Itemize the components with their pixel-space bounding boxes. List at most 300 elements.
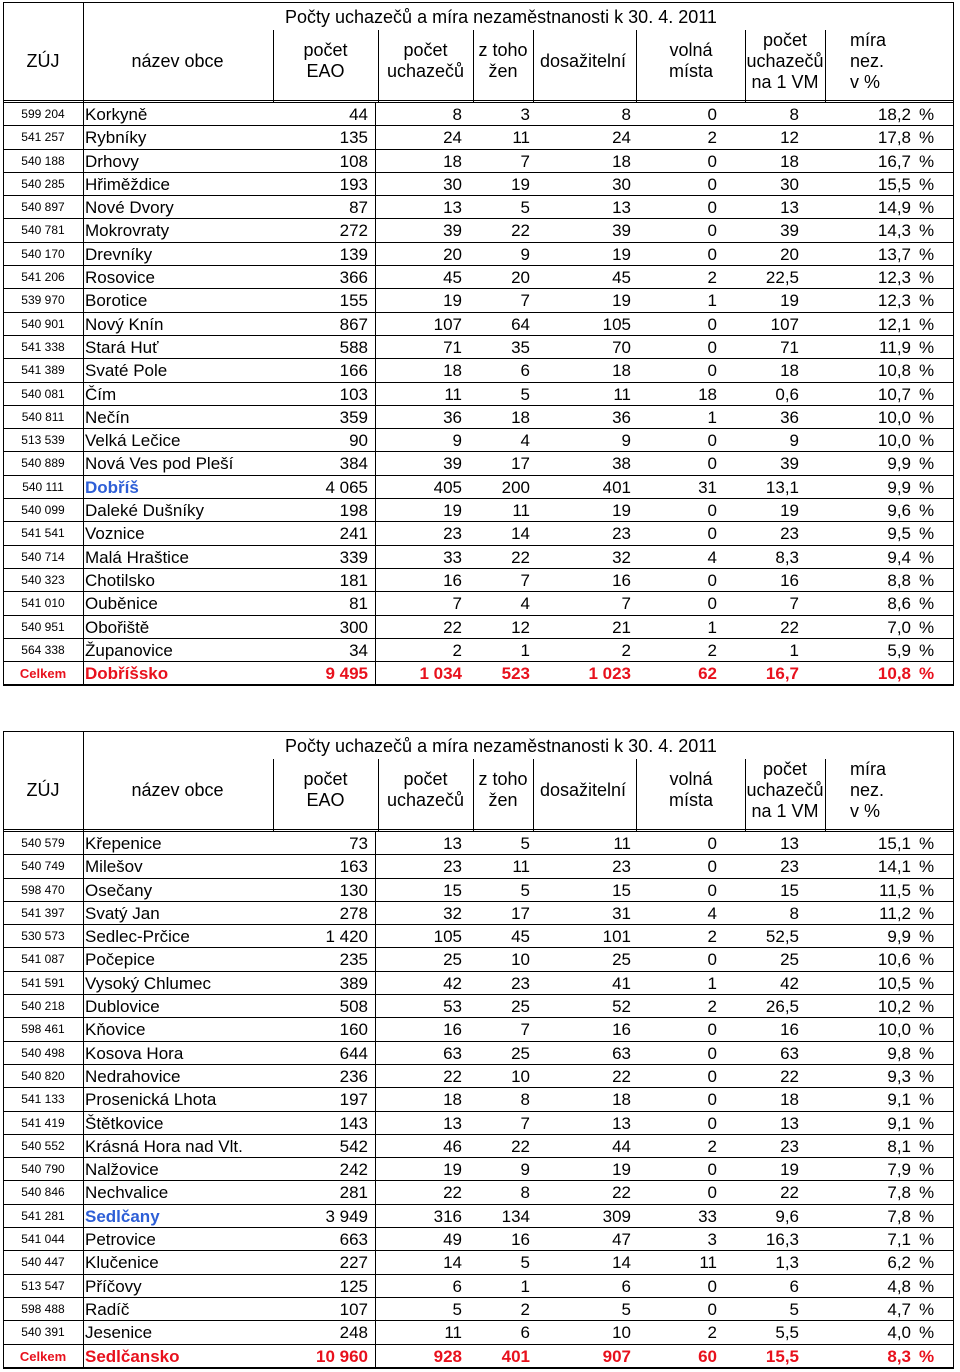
na-1-vm-cell: 18 (780, 361, 799, 381)
obec-cell: Jesenice (85, 1323, 153, 1343)
dosazitelni-cell: 9 (621, 431, 631, 451)
mira-cell: 8,1 (887, 1136, 911, 1156)
uchazecu-cell: 49 (443, 1230, 462, 1250)
uchazecu-cell: 5 (452, 1299, 462, 1319)
percent-sign: % (919, 1113, 935, 1133)
volna-mista-cell: 0 (707, 361, 717, 381)
mira-cell: 16,7 (877, 151, 911, 171)
eao-cell: 166 (339, 361, 368, 381)
na-1-vm-cell: 22 (780, 617, 799, 637)
header-divider (745, 30, 746, 103)
header-divider (473, 30, 474, 103)
zuj-cell: 564 338 (3, 639, 84, 661)
zen-cell: 8 (520, 1183, 530, 1203)
uchazecu-cell: 13 (443, 1113, 462, 1133)
uchazecu-cell: 19 (443, 291, 462, 311)
zuj-cell: 540 447 (3, 1251, 84, 1273)
zuj-cell: 540 323 (3, 569, 84, 591)
obec-cell: Nový Knín (85, 314, 164, 334)
volna-mista-cell: 0 (707, 1160, 717, 1180)
eao-cell: 44 (349, 105, 368, 124)
eao-cell: 90 (349, 431, 368, 451)
percent-sign: % (919, 268, 935, 288)
eao-cell: 300 (339, 617, 368, 637)
eao-cell: 81 (349, 594, 368, 614)
uchazecu-cell: 19 (443, 1160, 462, 1180)
percent-sign: % (919, 198, 935, 218)
zuj-cell: 541 591 (3, 972, 84, 994)
mira-cell: 12,3 (877, 291, 911, 311)
mira-cell: 8,8 (887, 570, 911, 590)
percent-sign: % (919, 594, 935, 614)
eao-cell: 4 065 (325, 477, 368, 497)
zuj-cell: 540 188 (3, 150, 84, 172)
dosazitelni-cell: 45 (612, 268, 631, 288)
volna-mista-cell: 0 (707, 105, 717, 124)
na-1-vm-cell: 16,3 (765, 1230, 799, 1250)
volna-mista-cell: 2 (707, 640, 717, 660)
zuj-cell: 598 488 (3, 1298, 84, 1320)
mira-cell: 9,9 (887, 477, 911, 497)
volna-mista-cell: 2 (707, 268, 717, 288)
zuj-cell: 599 204 (3, 103, 84, 125)
volna-mista-cell: 0 (707, 244, 717, 264)
zen-cell: 35 (511, 337, 530, 357)
zen-cell: 6 (520, 361, 530, 381)
header-mira: míra nez. v % (850, 30, 886, 92)
eao-cell: 160 (339, 1020, 368, 1040)
zuj-cell: 540 714 (3, 546, 84, 568)
obec-cell: Daleké Dušníky (85, 501, 205, 521)
zen-cell: 14 (511, 524, 530, 544)
zuj-cell: 541 541 (3, 522, 84, 544)
mira-cell: 5,9 (887, 640, 911, 660)
zen-cell: 523 (501, 664, 530, 684)
mira-cell: 7,1 (887, 1230, 911, 1250)
na-1-vm-cell: 19 (780, 501, 799, 521)
percent-sign: % (919, 1346, 935, 1366)
header-border-left (3, 731, 4, 832)
zuj-cell: 513 539 (3, 429, 84, 451)
zuj-cell: 530 573 (3, 925, 84, 947)
header-mira: míra nez. v % (850, 759, 886, 821)
header-border-top (3, 2, 954, 3)
eao-cell: 107 (339, 1299, 368, 1319)
volna-mista-cell: 2 (707, 1136, 717, 1156)
obec-cell: Štětkovice (85, 1113, 164, 1133)
obec-cell: Milešov (85, 857, 143, 877)
dosazitelni-cell: 47 (612, 1230, 631, 1250)
percent-sign: % (919, 128, 935, 148)
obec-cell: Sedlčansko (85, 1346, 180, 1366)
uchazecu-cell: 33 (443, 547, 462, 567)
zen-cell: 5 (520, 834, 530, 853)
mira-cell: 4,8 (887, 1276, 911, 1296)
eao-cell: 542 (339, 1136, 368, 1156)
obec-cell: Borotice (85, 291, 148, 311)
percent-sign: % (919, 1136, 935, 1156)
dosazitelni-cell: 22 (612, 1066, 631, 1086)
obec-cell: Malá Hraštice (85, 547, 189, 567)
volna-mista-cell: 0 (707, 221, 717, 241)
zen-cell: 6 (520, 1323, 530, 1343)
obec-cell: Velká Lečice (85, 431, 181, 451)
header-uchazecu: počet uchazečů (386, 40, 465, 81)
percent-sign: % (919, 640, 935, 660)
zen-cell: 22 (511, 547, 530, 567)
percent-sign: % (919, 927, 935, 947)
na-1-vm-cell: 107 (770, 314, 799, 334)
eao-cell: 663 (339, 1230, 368, 1250)
zuj-cell: 541 389 (3, 359, 84, 381)
zen-cell: 7 (520, 1020, 530, 1040)
uchazecu-cell: 15 (443, 880, 462, 900)
eao-cell: 181 (339, 570, 368, 590)
zen-cell: 3 (520, 105, 530, 124)
eao-cell: 135 (339, 128, 368, 148)
uchazecu-cell: 36 (443, 407, 462, 427)
header-dosazitelni: dosažitelní (539, 51, 627, 71)
obec-cell: Nečín (85, 407, 130, 427)
uchazecu-cell: 71 (443, 337, 462, 357)
dosazitelni-cell: 1 023 (588, 664, 631, 684)
dosazitelni-cell: 23 (612, 524, 631, 544)
percent-sign: % (919, 1323, 935, 1343)
percent-sign: % (919, 291, 935, 311)
mira-cell: 9,3 (887, 1066, 911, 1086)
zuj-cell: 540 901 (3, 313, 84, 335)
dosazitelni-cell: 39 (612, 221, 631, 241)
mira-cell: 12,3 (877, 268, 911, 288)
header-divider (473, 759, 474, 832)
mira-cell: 9,9 (887, 454, 911, 474)
zen-cell: 18 (511, 407, 530, 427)
obec-cell: Vysoký Chlumec (85, 973, 211, 993)
eao-cell: 155 (339, 291, 368, 311)
zuj-cell: Celkem (3, 1345, 84, 1367)
header-border-top (3, 731, 954, 732)
zuj-cell: 541 281 (3, 1205, 84, 1227)
dosazitelni-cell: 19 (612, 1160, 631, 1180)
uchazecu-cell: 107 (433, 314, 462, 334)
eao-cell: 197 (339, 1090, 368, 1110)
na-1-vm-cell: 13 (780, 834, 799, 853)
uchazecu-cell: 1 034 (419, 664, 462, 684)
obec-cell: Nová Ves pod Pleší (85, 454, 234, 474)
volna-mista-cell: 31 (698, 477, 717, 497)
zuj-cell: 541 257 (3, 126, 84, 148)
zuj-cell: 540 811 (3, 406, 84, 428)
zen-cell: 7 (520, 570, 530, 590)
zuj-cell: 540 170 (3, 243, 84, 265)
volna-mista-cell: 0 (707, 1066, 717, 1086)
mira-cell: 9,6 (887, 501, 911, 521)
obec-cell: Nedrahovice (85, 1066, 181, 1086)
header-divider (636, 759, 637, 832)
percent-sign: % (919, 524, 935, 544)
header-border-right (953, 2, 954, 103)
mira-cell: 17,8 (877, 128, 911, 148)
table-border (3, 832, 954, 1369)
zuj-cell: 540 951 (3, 616, 84, 638)
na-1-vm-cell: 1,3 (775, 1253, 799, 1273)
na-1-vm-cell: 42 (780, 973, 799, 993)
na-1-vm-cell: 0,6 (775, 384, 799, 404)
mira-cell: 4,7 (887, 1299, 911, 1319)
percent-sign: % (919, 570, 935, 590)
zuj-cell: 540 579 (3, 832, 84, 854)
zen-cell: 16 (511, 1230, 530, 1250)
percent-sign: % (919, 151, 935, 171)
mira-cell: 15,5 (877, 174, 911, 194)
dosazitelni-cell: 30 (612, 174, 631, 194)
uchazecu-cell: 928 (433, 1346, 462, 1366)
percent-sign: % (919, 857, 935, 877)
eao-cell: 143 (339, 1113, 368, 1133)
uchazecu-cell: 13 (443, 198, 462, 218)
dosazitelni-cell: 41 (612, 973, 631, 993)
uchazecu-cell: 2 (452, 640, 462, 660)
eao-cell: 103 (339, 384, 368, 404)
dosazitelni-cell: 18 (612, 1090, 631, 1110)
zen-cell: 1 (520, 640, 530, 660)
percent-sign: % (919, 1276, 935, 1296)
zen-cell: 25 (511, 997, 530, 1017)
mira-cell: 15,1 (877, 834, 911, 853)
uchazecu-cell: 9 (452, 431, 462, 451)
zen-cell: 17 (511, 903, 530, 923)
zen-cell: 11 (512, 857, 530, 877)
zuj-cell: 539 970 (3, 289, 84, 311)
na-1-vm-cell: 20 (780, 244, 799, 264)
eao-cell: 241 (339, 524, 368, 544)
zuj-cell: 540 781 (3, 219, 84, 241)
eao-cell: 139 (339, 244, 368, 264)
header-border-left (3, 2, 4, 103)
uchazecu-cell: 22 (443, 1066, 462, 1086)
uchazecu-cell: 32 (443, 903, 462, 923)
dosazitelni-cell: 52 (612, 997, 631, 1017)
mira-cell: 7,8 (887, 1183, 911, 1203)
na-1-vm-cell: 6 (789, 1276, 799, 1296)
mira-cell: 9,5 (887, 524, 911, 544)
mira-cell: 9,8 (887, 1043, 911, 1063)
percent-sign: % (919, 834, 935, 853)
mira-cell: 11,5 (879, 880, 911, 900)
percent-sign: % (919, 431, 935, 451)
na-1-vm-cell: 26,5 (765, 997, 799, 1017)
volna-mista-cell: 2 (707, 997, 717, 1017)
percent-sign: % (919, 221, 935, 241)
percent-sign: % (919, 314, 935, 334)
percent-sign: % (919, 174, 935, 194)
obec-cell: Sedlec-Prčice (85, 927, 190, 947)
obec-cell: Županovice (85, 640, 173, 660)
obec-cell: Prosenická Lhota (85, 1090, 217, 1110)
zen-cell: 22 (511, 221, 530, 241)
mira-cell: 8,3 (887, 1346, 911, 1366)
percent-sign: % (919, 1043, 935, 1063)
eao-cell: 359 (339, 407, 368, 427)
mira-cell: 9,9 (887, 927, 911, 947)
percent-sign: % (919, 407, 935, 427)
eao-cell: 236 (339, 1066, 368, 1086)
obec-cell: Příčovy (85, 1276, 142, 1296)
na-1-vm-cell: 8 (789, 105, 799, 124)
na-1-vm-cell: 13 (780, 198, 799, 218)
header-dosazitelni: dosažitelní (539, 780, 627, 800)
dosazitelni-cell: 19 (612, 291, 631, 311)
percent-sign: % (919, 1230, 935, 1250)
zen-cell: 11 (512, 501, 530, 521)
volna-mista-cell: 0 (707, 454, 717, 474)
header-divider (825, 30, 826, 103)
percent-sign: % (919, 1299, 935, 1319)
na-1-vm-cell: 7 (789, 594, 799, 614)
uchazecu-cell: 39 (443, 454, 462, 474)
mira-cell: 6,2 (887, 1253, 911, 1273)
mira-cell: 10,2 (877, 997, 911, 1017)
table-dobrisko (3, 2, 954, 685)
obec-cell: Sedlčany (85, 1206, 160, 1226)
zuj-cell: 541 010 (3, 592, 84, 614)
zuj-cell: 540 218 (3, 995, 84, 1017)
uchazecu-cell: 23 (443, 857, 462, 877)
dosazitelni-cell: 5 (621, 1299, 631, 1319)
header-divider (83, 2, 84, 103)
dosazitelni-cell: 13 (612, 198, 631, 218)
eao-cell: 87 (349, 198, 368, 218)
zen-cell: 134 (501, 1206, 530, 1226)
uchazecu-cell: 316 (433, 1206, 462, 1226)
eao-cell: 272 (339, 221, 368, 241)
header-divider (636, 30, 637, 103)
zuj-cell: 540 498 (3, 1042, 84, 1064)
header-zen: z toho žen (478, 40, 528, 81)
na-1-vm-cell: 9,6 (775, 1206, 799, 1226)
obec-cell: Chotilsko (85, 570, 155, 590)
zen-cell: 23 (511, 973, 530, 993)
zen-cell: 22 (511, 1136, 530, 1156)
zen-cell: 9 (520, 244, 530, 264)
zen-cell: 5 (520, 1253, 530, 1273)
percent-sign: % (919, 477, 935, 497)
mira-cell: 10,6 (877, 950, 911, 970)
header-border-right (953, 731, 954, 832)
obec-cell: Drevníky (85, 244, 153, 264)
na-1-vm-cell: 5 (789, 1299, 799, 1319)
mira-cell: 11,2 (879, 903, 911, 923)
uchazecu-cell: 23 (443, 524, 462, 544)
header-volna: volná místa (668, 40, 713, 81)
uchazecu-cell: 45 (443, 268, 462, 288)
dosazitelni-cell: 401 (602, 477, 631, 497)
mira-cell: 7,0 (887, 617, 911, 637)
percent-sign: % (919, 384, 935, 404)
dosazitelni-cell: 6 (621, 1276, 631, 1296)
percent-sign: % (919, 1160, 935, 1180)
zen-cell: 401 (501, 1346, 530, 1366)
zuj-cell: 540 081 (3, 383, 84, 405)
zuj-cell: 540 552 (3, 1135, 84, 1157)
eao-cell: 281 (339, 1183, 368, 1203)
percent-sign: % (919, 361, 935, 381)
zuj-cell: Celkem (3, 662, 84, 684)
eao-cell: 867 (339, 314, 368, 334)
obec-cell: Kňovice (85, 1020, 146, 1040)
volna-mista-cell: 0 (707, 1090, 717, 1110)
header-zuj: ZÚJ (26, 51, 60, 71)
percent-sign: % (919, 1090, 935, 1110)
percent-sign: % (919, 1253, 935, 1273)
obec-cell: Svaté Pole (85, 361, 168, 381)
percent-sign: % (919, 337, 935, 357)
mira-cell: 13,7 (877, 244, 911, 264)
volna-mista-cell: 0 (707, 524, 717, 544)
header-divider (378, 30, 379, 103)
obec-cell: Nechvalice (85, 1183, 169, 1203)
dosazitelni-cell: 36 (612, 407, 631, 427)
na-1-vm-cell: 23 (780, 524, 799, 544)
dosazitelni-cell: 7 (621, 594, 631, 614)
zen-cell: 19 (511, 174, 530, 194)
volna-mista-cell: 2 (707, 1323, 717, 1343)
zen-cell: 2 (520, 1299, 530, 1319)
volna-mista-cell: 18 (698, 384, 717, 404)
volna-mista-cell: 0 (707, 151, 717, 171)
percent-sign: % (919, 1206, 935, 1226)
eao-cell: 508 (339, 997, 368, 1017)
volna-mista-cell: 2 (707, 128, 717, 148)
percent-sign: % (919, 454, 935, 474)
na-1-vm-cell: 16 (780, 570, 799, 590)
header-nazev: název obce (131, 780, 224, 800)
na-1-vm-cell: 8,3 (775, 547, 799, 567)
obec-cell: Petrovice (85, 1230, 156, 1250)
volna-mista-cell: 4 (707, 903, 717, 923)
na-1-vm-cell: 22 (780, 1066, 799, 1086)
zen-cell: 11 (512, 128, 530, 148)
eao-cell: 198 (339, 501, 368, 521)
uchazecu-cell: 18 (443, 361, 462, 381)
volna-mista-cell: 0 (707, 337, 717, 357)
volna-mista-cell: 4 (707, 547, 717, 567)
na-1-vm-cell: 16 (780, 1020, 799, 1040)
mira-cell: 10,0 (877, 431, 911, 451)
percent-sign: % (919, 501, 935, 521)
zuj-cell: 540 749 (3, 855, 84, 877)
header-na1vm: počet uchazečů na 1 VM (746, 759, 824, 821)
table-title: Počty uchazečů a míra nezaměstnanosti k 30. 4. 2011 (285, 7, 717, 27)
na-1-vm-cell: 15 (780, 880, 799, 900)
obec-cell: Ouběnice (85, 594, 158, 614)
zuj-cell: 540 790 (3, 1158, 84, 1180)
obec-cell: Nové Dvory (85, 198, 174, 218)
zuj-cell: 540 889 (3, 452, 84, 474)
volna-mista-cell: 0 (707, 857, 717, 877)
na-1-vm-cell: 1 (789, 640, 799, 660)
dosazitelni-cell: 18 (612, 151, 631, 171)
dosazitelni-cell: 907 (602, 1346, 631, 1366)
na-1-vm-cell: 16,7 (765, 664, 799, 684)
obec-cell: Korkyně (85, 105, 148, 124)
zuj-cell: 540 285 (3, 173, 84, 195)
obec-cell: Dobříšsko (85, 664, 169, 684)
dosazitelni-cell: 13 (612, 1113, 631, 1133)
eao-cell: 235 (339, 950, 368, 970)
zen-cell: 8 (520, 1090, 530, 1110)
volna-mista-cell: 1 (707, 291, 717, 311)
